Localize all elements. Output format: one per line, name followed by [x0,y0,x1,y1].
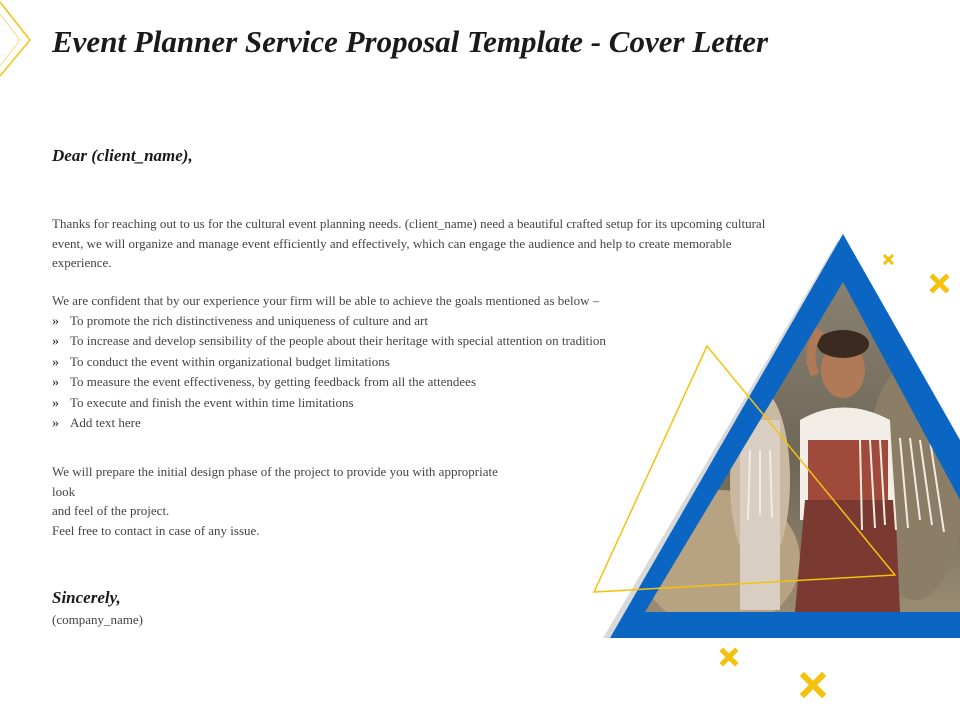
signoff: Sincerely, [52,588,121,607]
cross-icon [804,676,822,694]
bullet-arrow-icon: » [52,416,59,431]
page-title: Event Planner Service Proposal Template - Cover Letter [52,24,769,59]
bullet-arrow-icon: » [52,354,59,370]
goal-text: To measure the event effectiveness, by getting feedback from all the attendees [70,374,477,389]
goal-text: To increase and develop sensibility of the people about their heritage with special attention on tradition [70,333,606,348]
closing-line: We will prepare the initial design phase of the project to provide you with appropriate [52,464,498,479]
intro-paragraph: Thanks for reaching out to us for the cultural event planning needs. (client_name) need a beautiful crafted setup for its upcoming cultural event, we will organize and manage event efficiently and effectively, which can engage the audience and help to create memorable experience. [52,216,766,270]
bullet-arrow-icon: » [52,313,59,329]
goal-text: To conduct the event within organizational budget limitations [70,353,390,369]
goal-text: To promote the rich distinctiveness and uniqueness of culture and art [70,312,428,328]
goal-text: Add text here [70,415,141,430]
cross-icon [885,256,892,263]
cross-icon [723,651,735,663]
closing-line: Feel free to contact in case of any issue. [52,522,260,538]
bullet-arrow-icon: » [52,334,59,349]
salutation: Dear (client_name), [52,146,193,165]
closing-line: look [52,483,76,499]
company-name: (company_name) [52,612,143,627]
bullet-arrow-icon: » [52,395,59,411]
goals-intro: We are confident that by our experience your firm will be able to achieve the goals mentioned as below – [52,293,600,308]
bullet-arrow-icon: » [52,375,59,390]
closing-line: and feel of the project. [52,503,170,518]
cross-icon [933,277,946,290]
goal-text: To execute and finish the event within time limitations [70,394,354,410]
